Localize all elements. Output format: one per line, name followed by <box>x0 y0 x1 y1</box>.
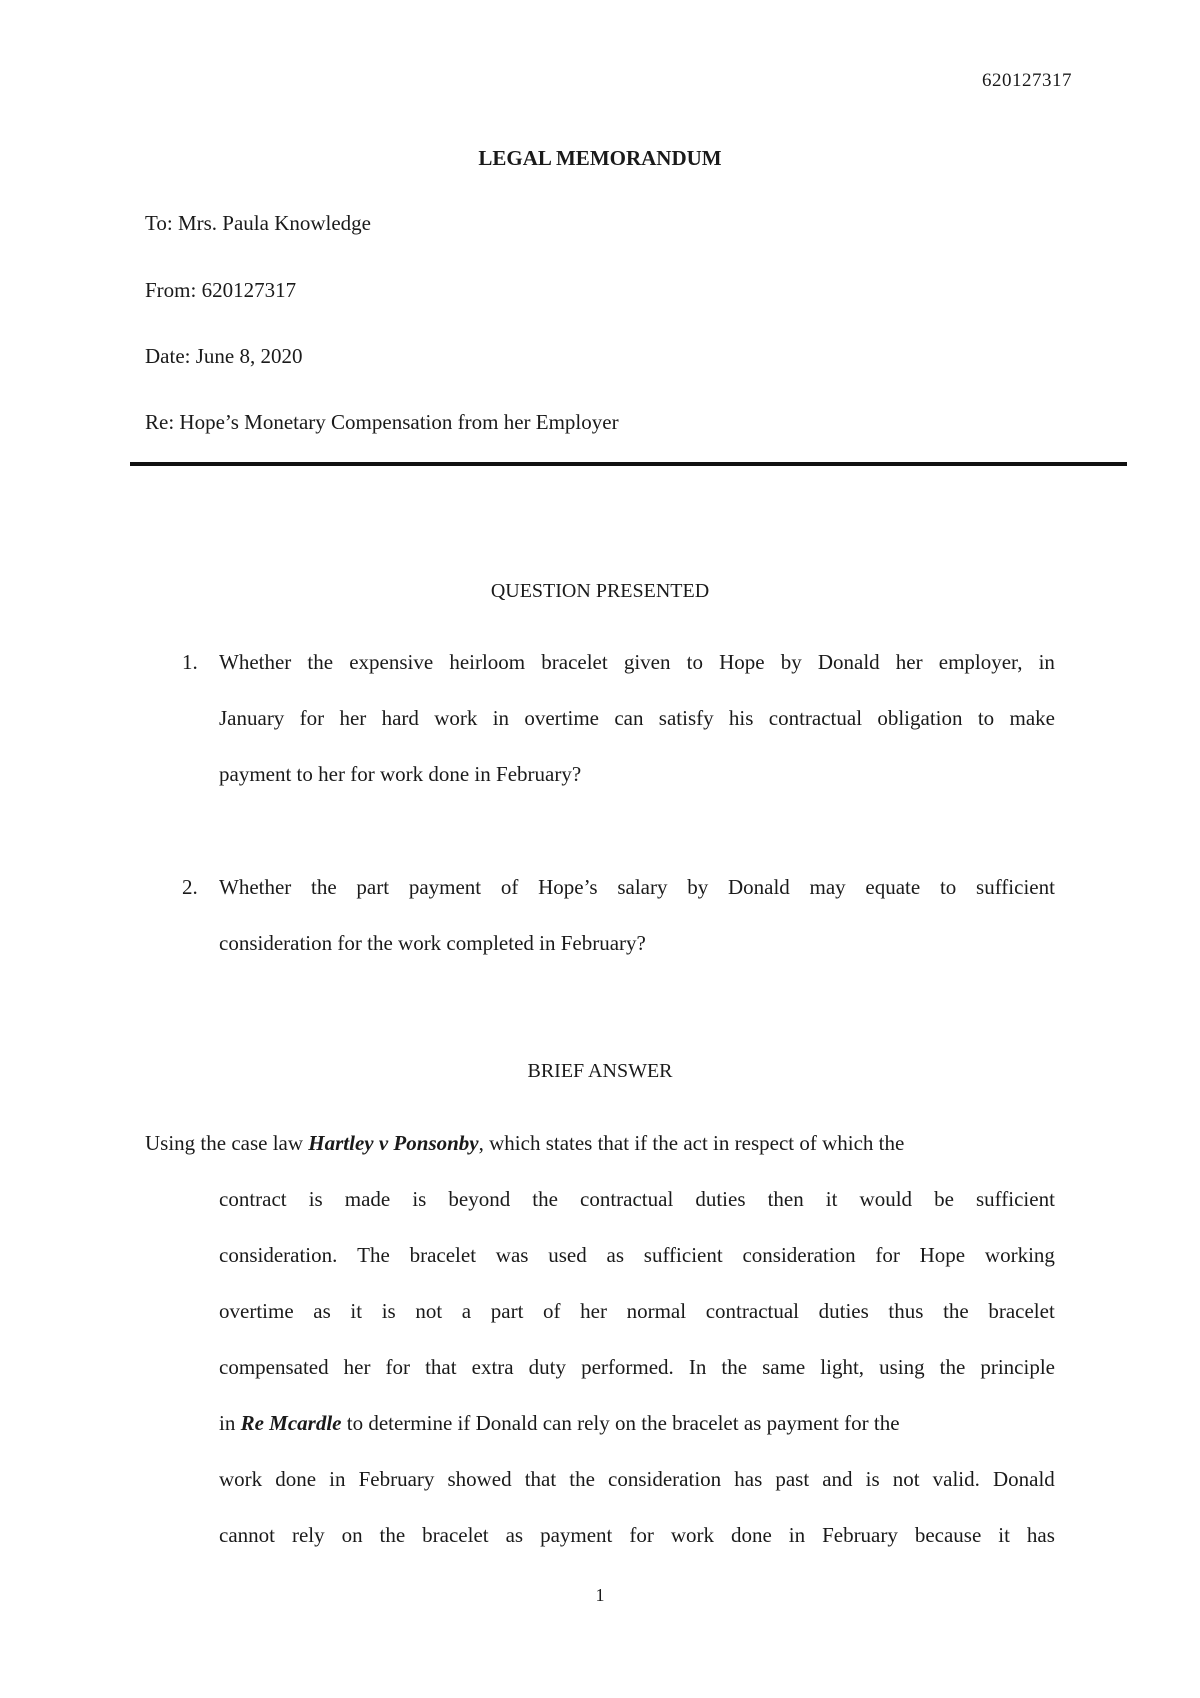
header-divider <box>130 462 1127 466</box>
question-1-number: 1. <box>182 650 198 674</box>
memo-date: Date: June 8, 2020 <box>145 344 303 368</box>
case-name: Re Mcardle <box>240 1411 342 1435</box>
brief-answer-heading: BRIEF ANSWER <box>527 1060 673 1082</box>
brief-answer-line-3: consideration. The bracelet was used as sufficient consideration for Hope working <box>219 1243 1055 1267</box>
memo-from: From: 620127317 <box>145 278 297 302</box>
header-student-id: 620127317 <box>982 70 1072 91</box>
brief-answer-line-7: work done in February showed that the consideration has past and is not valid. Donald <box>219 1467 1055 1491</box>
question-2-line-1: Whether the part payment of Hope’s salary by Donald may equate to sufficient <box>219 875 1055 899</box>
brief-answer-line-4: overtime as it is not a part of her normal contractual duties thus the bracelet <box>219 1299 1055 1323</box>
brief-answer-line-2: contract is made is beyond the contractual duties then it would be sufficient <box>219 1187 1055 1211</box>
question-1-line-3: payment to her for work done in February? <box>219 762 582 786</box>
question-presented-heading: QUESTION PRESENTED <box>490 580 710 602</box>
memo-to: To: Mrs. Paula Knowledge <box>145 211 371 235</box>
memo-title: LEGAL MEMORANDUM <box>478 146 722 170</box>
brief-answer-line-6: in Re Mcardle to determine if Donald can rely on the bracelet as payment for the <box>219 1411 900 1435</box>
brief-answer-line-1: Using the case law Hartley v Ponsonby, which states that if the act in respect of which the <box>145 1131 905 1155</box>
page-number: 1 <box>595 1585 605 1605</box>
question-2-number: 2. <box>182 875 198 899</box>
question-1-line-2: January for her hard work in overtime can satisfy his contractual obligation to make <box>219 706 1055 730</box>
case-name: Hartley v Ponsonby <box>308 1131 479 1155</box>
brief-answer-line-5: compensated her for that extra duty performed. In the same light, using the principle <box>219 1355 1055 1379</box>
question-1-line-1: Whether the expensive heirloom bracelet given to Hope by Donald her employer, in <box>219 650 1055 674</box>
memo-re: Re: Hope’s Monetary Compensation from her Employer <box>145 410 619 434</box>
brief-answer-line-8: cannot rely on the bracelet as payment for work done in February because it has <box>219 1523 1055 1547</box>
question-2-line-2: consideration for the work completed in February? <box>219 931 646 955</box>
